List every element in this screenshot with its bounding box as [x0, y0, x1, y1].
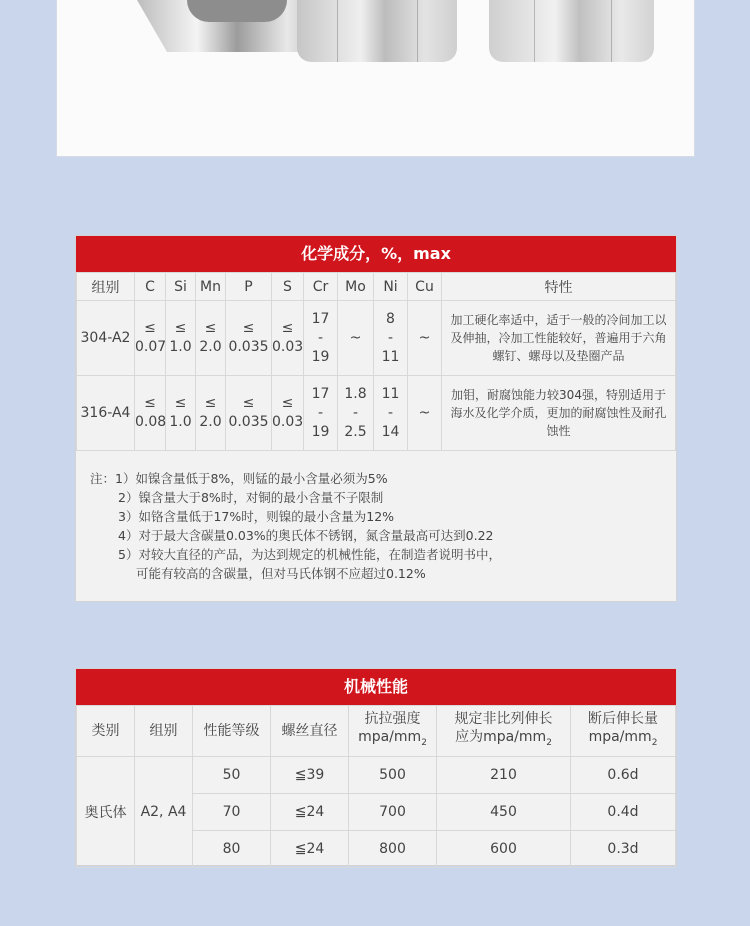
col-header: Cu — [408, 273, 442, 301]
notes-block — [76, 451, 676, 583]
col-header: 断后伸长量 mpa/$mm_2$ — [571, 706, 676, 757]
proof-cell: 210 — [437, 757, 571, 794]
value-cell: 11 - 14 — [374, 376, 408, 451]
value-cell: ≤ 2.0 — [196, 301, 226, 376]
col-header: 类别 — [77, 706, 135, 757]
proof-cell: 600 — [437, 831, 571, 868]
col-header: 螺丝直径 — [271, 706, 349, 757]
proof-cell: 450 — [437, 794, 571, 831]
value-cell: ≤ 0.03 — [272, 301, 304, 376]
value-cell: ≤ 0.07 — [135, 301, 166, 376]
property-cell: 加钼，耐腐蚀能力较304强，特别适用于海水及化学介质，更加的耐腐蚀性及耐孔蚀性 — [442, 376, 676, 451]
note-line: 注：1）如镍含量低于8%，则锰的最小含量必须为5% — [90, 471, 388, 486]
col-header: Mo — [338, 273, 374, 301]
mech-title: 机械性能 — [76, 669, 676, 705]
col-header: C — [135, 273, 166, 301]
value-cell: ≤ 0.08 — [135, 376, 166, 451]
note-line: 3）如铬含量低于17%时，则镍的最小含量为12% — [118, 509, 395, 524]
value-cell: ≤ 2.0 — [196, 376, 226, 451]
diameter-cell: ≦24 — [271, 794, 349, 831]
diameter-cell: ≦39 — [271, 757, 349, 794]
chem-header-row — [77, 273, 676, 301]
col-header: P — [226, 273, 272, 301]
value-cell: ≤ 0.035 — [226, 376, 272, 451]
col-header: 特性 — [442, 273, 676, 301]
grade-cell: 50 — [193, 757, 271, 794]
grade-cell: 80 — [193, 831, 271, 868]
table-row — [77, 757, 676, 794]
value-cell: ≤ 1.0 — [166, 376, 196, 451]
col-header: Mn — [196, 273, 226, 301]
grade-cell: 70 — [193, 794, 271, 831]
value-cell: 8 - 11 — [374, 301, 408, 376]
note-line: 4）对于最大含碳量0.03%的奥氏体不锈钢，氮含量最高可达到0.22 — [118, 528, 494, 543]
chem-title: 化学成分，%，max — [76, 236, 676, 272]
category-cell: 奥氏体 — [77, 757, 135, 868]
col-header: S — [272, 273, 304, 301]
group-cell: A2, A4 — [135, 757, 193, 868]
col-header: 抗拉强度 mpa/$mm_2$ — [349, 706, 437, 757]
property-cell: 加工硬化率适中，适于一般的冷间加工以及伸抽，冷加工性能较好，普遍用于六角螺钉、螺母以及垫圈产品 — [442, 301, 676, 376]
elongation-cell: 0.6d — [571, 757, 676, 794]
col-header: 组别 — [135, 706, 193, 757]
group-cell: 304-A2 — [77, 301, 135, 376]
diameter-cell: ≦24 — [271, 831, 349, 868]
col-header: 性能等级 — [193, 706, 271, 757]
value-cell: 17 - 19 — [304, 376, 338, 451]
value-cell: ~ — [408, 376, 442, 451]
col-header: 规定非比列伸长 应为mpa/$mm_2$ — [437, 706, 571, 757]
col-header: 组别 — [77, 273, 135, 301]
tensile-cell: 700 — [349, 794, 437, 831]
value-cell: ~ — [338, 301, 374, 376]
chem-panel — [75, 235, 677, 602]
col-header: Si — [166, 273, 196, 301]
chem-table — [76, 272, 676, 451]
value-cell: 17 - 19 — [304, 301, 338, 376]
mech-panel — [75, 668, 677, 866]
value-cell: ≤ 1.0 — [166, 301, 196, 376]
elongation-cell: 0.3d — [571, 831, 676, 868]
col-header: Cr — [304, 273, 338, 301]
note-line: 可能有较高的含碳量，但对马氏体钢不应超过0.12% — [136, 566, 426, 581]
note-line: 5）对较大直径的产品，为达到规定的机械性能，在制造者说明书中， — [118, 547, 501, 562]
note-line: 2）镍含量大于8%时，对铜的最小含量不子限制 — [118, 490, 384, 505]
col-header: Ni — [374, 273, 408, 301]
table-row — [77, 301, 676, 376]
value-cell: 1.8 - 2.5 — [338, 376, 374, 451]
elongation-cell: 0.4d — [571, 794, 676, 831]
cap-nut-image — [297, 0, 457, 62]
mech-header-row — [77, 706, 676, 757]
tensile-cell: 500 — [349, 757, 437, 794]
value-cell: ≤ 0.035 — [226, 301, 272, 376]
product-photo — [56, 0, 695, 157]
table-row — [77, 376, 676, 451]
cap-nut-image — [489, 0, 654, 62]
mech-table — [76, 705, 676, 868]
group-cell: 316-A4 — [77, 376, 135, 451]
tensile-cell: 800 — [349, 831, 437, 868]
value-cell: ~ — [408, 301, 442, 376]
value-cell: ≤ 0.03 — [272, 376, 304, 451]
